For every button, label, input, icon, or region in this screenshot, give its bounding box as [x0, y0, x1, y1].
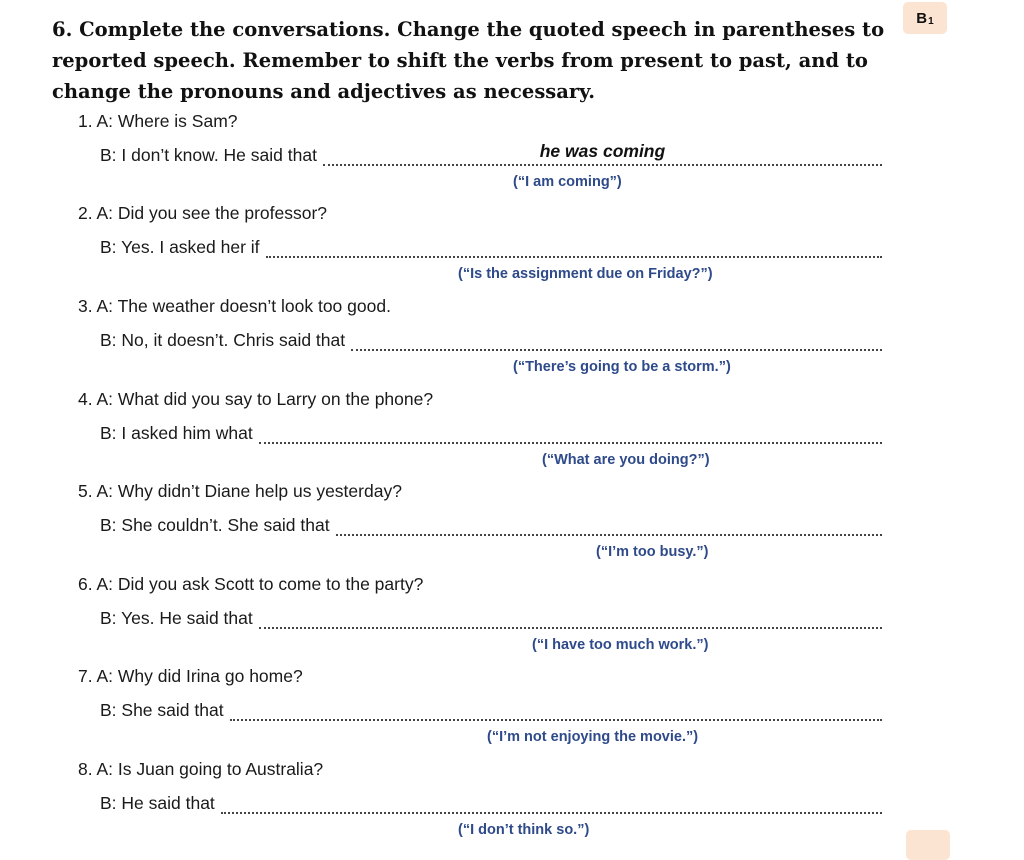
response-text: B: No, it doesn’t. Chris said that	[100, 330, 346, 350]
answer-blank[interactable]	[230, 699, 882, 721]
answer-blank[interactable]	[259, 607, 882, 629]
conversation-item	[0, 481, 1024, 573]
question-line: 5. A: Why didn’t Diane help us yesterday?	[78, 481, 402, 501]
response-line	[100, 790, 882, 814]
quoted-speech-prompt: (“I’m too busy.”)	[596, 544, 709, 560]
answer-blank[interactable]	[259, 422, 882, 444]
answer-blank[interactable]	[221, 792, 882, 814]
question-line: 1. A: Where is Sam?	[78, 111, 238, 131]
response-text: B: I don’t know. He said that	[100, 145, 317, 165]
answer-text: he was coming	[539, 141, 666, 161]
quoted-speech-prompt: (“Is the assignment due on Friday?”)	[458, 266, 713, 282]
conversation-item	[0, 759, 1024, 851]
response-text: B: I asked him what	[100, 423, 253, 443]
level-badge-letter: B	[916, 9, 928, 27]
question-line: 6. A: Did you ask Scott to come to the party?	[78, 574, 424, 594]
question-line: 7. A: Why did Irina go home?	[78, 666, 303, 686]
question-line: 8. A: Is Juan going to Australia?	[78, 759, 324, 779]
conversation-item	[0, 389, 1024, 481]
question-line: 2. A: Did you see the professor?	[78, 203, 328, 223]
quoted-speech-prompt: (“There’s going to be a storm.”)	[513, 359, 731, 375]
response-text: B: She said that	[100, 700, 224, 720]
answer-blank[interactable]	[323, 141, 882, 166]
conversation-item	[0, 203, 1024, 295]
exercise-instructions: 6. Complete the conversations. Change the quoted speech in parentheses to reported speech. Remember to shift the verbs from present to past, and to change the pronouns and adjectives as necessary.	[52, 18, 885, 103]
response-text: B: She couldn’t. She said that	[100, 515, 330, 535]
response-line	[100, 420, 882, 444]
conversation-item	[0, 574, 1024, 666]
conversation-item	[0, 296, 1024, 388]
response-text: B: He said that	[100, 793, 215, 813]
quoted-speech-prompt: (“I’m not enjoying the movie.”)	[487, 729, 699, 745]
answer-blank[interactable]	[351, 329, 882, 351]
response-line	[100, 142, 882, 166]
answer-blank[interactable]	[266, 236, 882, 258]
response-line	[100, 234, 882, 258]
conversation-item	[0, 666, 1024, 758]
response-text: B: Yes. He said that	[100, 608, 253, 628]
quoted-speech-prompt: (“I don’t think so.”)	[458, 822, 590, 838]
conversation-item	[0, 111, 1024, 203]
quoted-speech-prompt: (“I am coming”)	[513, 174, 622, 190]
question-line: 4. A: What did you say to Larry on the phone?	[78, 389, 434, 409]
response-text: B: Yes. I asked her if	[100, 237, 260, 257]
quoted-speech-prompt: (“I have too much work.”)	[532, 637, 709, 653]
response-line	[100, 327, 882, 351]
answer-blank[interactable]	[336, 514, 882, 536]
response-line	[100, 697, 882, 721]
question-line: 3. A: The weather doesn’t look too good.	[78, 296, 391, 316]
response-line	[100, 512, 882, 536]
response-line	[100, 605, 882, 629]
level-badge-subscript: 1	[928, 15, 934, 27]
page-corner-tab	[906, 830, 950, 860]
quoted-speech-prompt: (“What are you doing?”)	[542, 452, 710, 468]
